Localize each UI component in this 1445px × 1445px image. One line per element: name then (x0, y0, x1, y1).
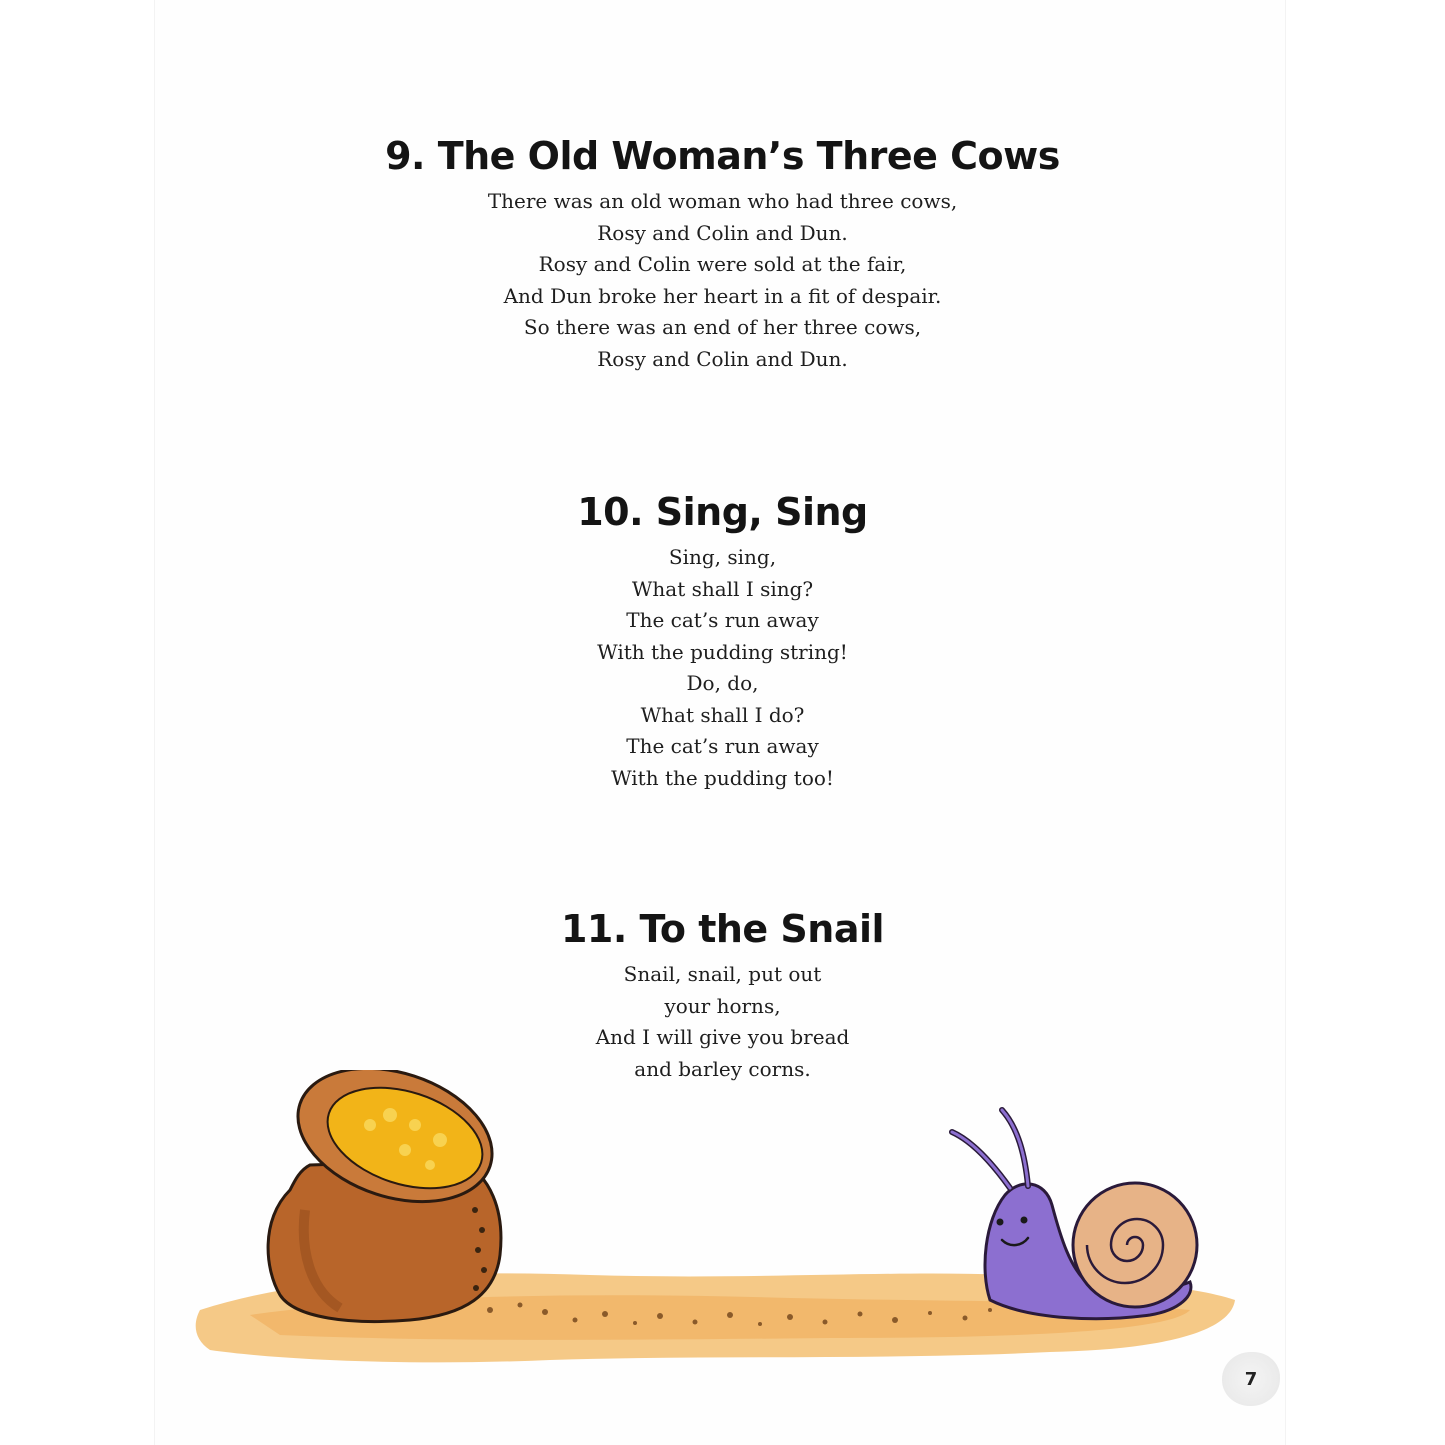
verse-line: And I will give you bread (595, 1025, 850, 1049)
verse-line: The cat’s run away (626, 608, 819, 632)
snail (952, 1110, 1197, 1319)
poem-title: 9. The Old Woman’s Three Cows (385, 134, 1060, 178)
verse-line: So there was an end of her three cows, (523, 315, 922, 339)
verse-line: Do, do, (686, 671, 759, 695)
poem-sing-sing (0, 488, 1445, 794)
verse-line: Rosy and Colin and Dun. (597, 220, 848, 245)
verse-line: There was an old woman who had three cows, (487, 189, 958, 213)
verse-line: With the pudding string! (597, 639, 848, 664)
poem-old-womans-three-cows (0, 132, 1445, 375)
verse-line: The cat’s run away (626, 734, 819, 758)
pot-of-barley (268, 1070, 509, 1322)
verse-line: Rosy and Colin and Dun. (597, 346, 848, 371)
poem-verse (0, 186, 1445, 375)
verse-line: Snail, snail, put out (623, 962, 822, 986)
verse-line: And Dun broke her heart in a fit of despair. (503, 283, 942, 308)
verse-line: With the pudding too! (611, 765, 834, 790)
poem-verse (0, 542, 1445, 794)
verse-line: and barley corns. (634, 1056, 811, 1081)
verse-line: Sing, sing, (668, 545, 777, 569)
poem-title: 11. To the Snail (560, 907, 885, 951)
verse-line: Rosy and Colin were sold at the fair, (538, 252, 907, 276)
poem-to-the-snail (0, 905, 1445, 1085)
snail-and-pot-illustration (190, 1070, 1250, 1400)
poem-verse (0, 959, 1445, 1085)
poem-title: 10. Sing, Sing (577, 490, 868, 534)
verse-line: What shall I sing? (631, 576, 814, 601)
page-number: 7 (1222, 1352, 1280, 1406)
verse-line: What shall I do? (640, 702, 805, 727)
verse-line: your horns, (664, 993, 781, 1018)
